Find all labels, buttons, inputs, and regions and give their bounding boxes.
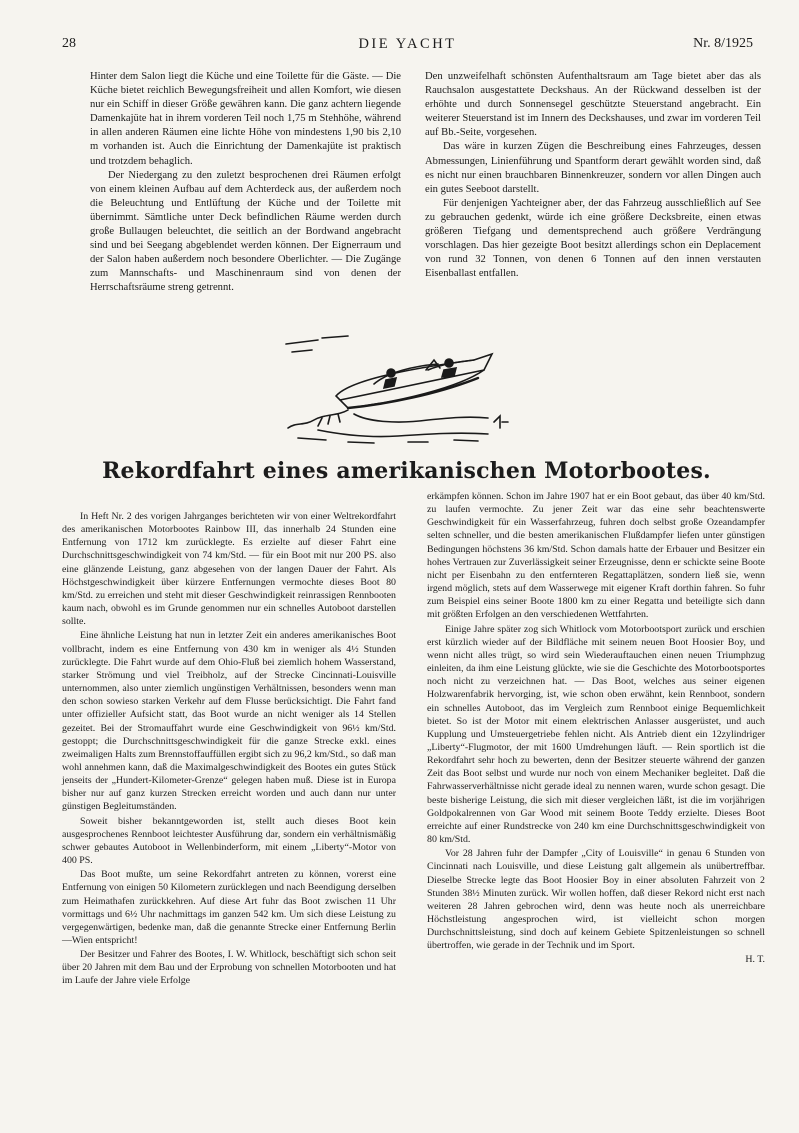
author-signature: H. T.: [745, 954, 765, 966]
paragraph: Vor 28 Jahren fuhr der Dampfer „City of Louisville“ in genau 6 Stunden von Cincinnati nach Louisville, und diese Leistung galt allgemein als unübertreffbar. Dieselbe Strecke legte das Boot Hoosier Boy in einer absoluten Fahrzeit von 2 Stunden 38½ Minuten zurück. Wir wollen hoffen, daß dieser Rekord nicht erst nach weiteren 28 Jahren gebrochen wird, denn was heute noch als unerreichbare Höchstleistung angesprochen wird, ist vielleicht schon morgen Durchschnittsleistung, sind doch auf keinem Gebiete Spitzenleistungen so schnell übertroffen, wie gerade in der Technik und im Sport.: [427, 848, 765, 952]
paragraph: In Heft Nr. 2 des vorigen Jahrganges berichteten wir von einer Weltrekordfahrt des amerikanischen Motorbootes Rainbow III, das innerhalb 24 Stunden eine Entfernung von 1712 km zurücklegte. Es erzielte auf dieser Fahrt eine Durchschnittsgeschwindigkeit von 74 km/Std. — für ein Boot mit nur 200 PS. also eine glänzende Leistung, ganz abgesehen von der langen Dauer der Fahrt. Als Höchstgeschwindigkeit über kürzere Entfernungen vermochte dieses Boot 80 km/Std. zu erreichen und steht mit dieser Geschwindigkeit reinrassigen Rennbooten kaum nach, obwohl es im Grunde genommen nur ein schnelles Autoboot darstellen sollte.: [62, 511, 396, 628]
motorboat-sketch-icon: [278, 330, 514, 448]
paragraph: Der Niedergang zu den zuletzt besprochenen drei Räumen erfolgt von einem kleinen Aufbau auf dem Achterdeck aus, der außerdem noch die Beleuchtung und Entlüftung der Küche und der Toilette mit übernimmt. Sämtliche unter Deck befindlichen Räume werden durch große Bullaugen beleuchtet, die seitlich an der Bordwand angebracht sind und bei Seegang abgeblendet werden können. Der Eignerraum und der Salon haben außerdem noch besondere Oberlichter. — Die Zugänge zum Mannschafts- und Maschinenraum sind von denen der Herrschaftsräume streng getrennt.: [90, 169, 401, 294]
top-article-left-column: [90, 70, 401, 296]
journal-title: DIE YACHT: [358, 36, 457, 52]
paragraph: Einige Jahre später zog sich Whitlock vom Motorbootsport zurück und erschien erst kürzlich wieder auf der Bildfläche mit seinem neuen Boot Hoosier Boy, und wenn nicht alles trügt, so wird sein Wiederauftauchen einen neuen Triumphzug einleiten, da ihm eine Leistung glückte, wie sie die Geschichte des Motorbootsportes noch nicht zu verzeichnen hat. — Das Boot, welches aus seiner eigenen Holzwarenfabrik hervorging, ist, wie schon oben erwähnt, kein Rennboot, sondern ein schnelles Autoboot, das im Vergleich zum Rennboot einige Bequemlichkeit bietet. So ist der Motor mit einem elektrischen Anlasser ausgerüstet, und auch Kupplung und Umsteuergetriebe fehlen nicht. Als Antrieb dient ein 12zylindriger „Liberty“-Flugmotor, der mit 1600 Umdrehungen läuft. — Rein sportlich ist die Rekordfahrt sehr hoch zu bewerten, denn der Besitzer steuerte während der ganzen Zeit das Boot selbst und wurde nur noch von einem Mechaniker begleitet. Daß die Fahrwasserverhältnisse nicht gerade ideal zu nennen waren, wurde schon gesagt. Die beste bisherige Leistung, die sich mit dieser vergleichen läßt, ist die im vorjährigen Goldpokalrennen von Gar Wood mit seinem Boote Teddy erzielte. Dieses Boot erreichte auf einer Rundstrecke von 240 km eine Durchschnittsgeschwindigkeit von 80 km/Std.: [427, 623, 765, 846]
paragraph: Für denjenigen Yachteigner aber, der das Fahrzeug ausschließlich auf See zu gebrauchen gedenkt, würde ich eine größere Decksbreite, einen etwas größeren Tiefgang und dementsprechend auch größere Verdrängung vorschlagen. Das hier gezeigte Boot besitzt allerdings schon ein Deplacement von rund 32 Tonnen, von denen 6 Tonnen auf den innen verstauten Eisenballast entfallen.: [425, 197, 761, 280]
article-headline: Rekordfahrt eines amerikanischen Motorbootes.: [102, 458, 711, 484]
article-right-column: [427, 490, 765, 967]
article-left-column: [62, 510, 396, 989]
paragraph: Der Besitzer und Fahrer des Bootes, I. W. Whitlock, beschäftigt sich schon seit über 20 Jahren mit dem Bau und der Erprobung von schnellen Motorbooten und hat im Laufe der Jahre viele Erfolge: [62, 949, 396, 987]
top-article-right-column: [425, 70, 761, 281]
paragraph: Eine ähnliche Leistung hat nun in letzter Zeit ein anderes amerikanisches Boot vollbracht, indem es eine Entfernung von 430 km in weniger als 4½ Stunden zurücklegte. Die Fahrt wurde auf dem Ohio-Fluß bei ziemlich hohem Wasserstand, starker Strömung und viel Treibholz, auf der Strecke Cincinnati-Louisville unternommen, also unter ziemlich ungünstigen Verhältnissen, besonders wenn man den schon sowieso starken Verkehr auf dem Flusse berücksichtigt. Die Fahrt fand unter offizieller Aufsicht statt, das Boot wurde an nicht weniger als 14 Stellen gezeitet. Bei der Stromauffahrt wurde eine Geschwindigkeit von 96½ km/Std. gestoppt; die Durchschnittsgeschwindigkeit für die ganze Strecke exkl. eines zweimaligen Halts zum Brennstoffauffüllen ergibt sich zu 96,2 km/Std., so daß man wohl annehmen kann, daß die Maximalgeschwindigkeit des Bootes ein gutes Stück jenseits der „Hundert-Kilometer-Grenze“ gelegen haben muß. Diese ist in Europa bisher nur auf ganz kurzen Strecken erreicht worden und auch dann nur unter günstigen Begleitumständen.: [62, 630, 396, 813]
paragraph: Soweit bisher bekanntgeworden ist, stellt auch dieses Boot kein ausgesprochenes Rennboot leichtester Ausführung dar, sondern ein verhältnismäßig schwer gebautes Autoboot in Wellenbinderform, mit einem „Liberty“-Motor von 400 PS.: [62, 815, 396, 867]
paragraph: Das Boot mußte, um seine Rekordfahrt antreten zu können, vorerst eine Entfernung von einigen 50 Kilometern zurücklegen und nach Beendigung derselben zum Heimathafen zurückkehren. Auf diese Art fuhr das Boot zwischen 11 Uhr vormittags und 6½ Uhr nachmittags im ganzen 542 km. Um sich diese Leistung zu vergegenwärtigen, bedenke man, daß die genannte Strecke einer Entfernung Berlin—Wien entspricht!: [62, 869, 396, 946]
page-number: 28: [62, 36, 76, 51]
paragraph: Den unzweifelhaft schönsten Aufenthaltsraum am Tage bietet aber das als Rauchsalon ausgestattete Deckshaus. An der Rückwand desselben ist der erhöhte und durch Sonnensegel geschützte Steuerstand angebracht. Ein weiterer Steuerstand ist im Innern des Deckshauses, und zwar im vorderen Teil auf Bb.-Seite, vorgesehen.: [425, 71, 761, 139]
paragraph: Hinter dem Salon liegt die Küche und eine Toilette für die Gäste. — Die Küche bietet reichlich Bewegungsfreiheit und allen Komfort, wie diesen nur ein Schiff in dieser Größe gewähren kann. Die ganz achtern liegende Damenkajüte hat in ihrem vorderen Teil noch 1,75 m Stehhöhe, während in allen anderen Räumen eine lichte Höhe von mindestens 1,90 bis 2,10 m vorhanden ist. Auch die Einrichtung der Damenkajüte ist praktisch und trotzdem behaglich.: [90, 71, 401, 167]
running-header: [62, 36, 753, 56]
paragraph: erkämpfen können. Schon im Jahre 1907 hat er ein Boot gebaut, das über 40 km/Std. zu laufen vermochte. Zu jener Zeit war das eine sehr beachtenswerte Geschwindigkeit für ein Wasserfahrzeug, fuhren doch selbst große Ozeandampfer selten schneller, und die besten amerikanischen Flußdampfer liefen unter günstigen Bedingungen höchstens 36 km/Std. Schon damals hatte der Erbauer und Besitzer ein hohes Vertrauen zur Zuverlässigkeit seiner Erzeugnisse, denn er schickte seine Boote nicht per Eisenbahn zu den entfernteren Regattaplätzen, sondern ließ sie, wenn irgend möglich, stets auf dem Wasserwege mit eigener Kraft dorthin fahren. So fuhr zum Beispiel eins seiner Boote 1800 km zu einer Regatta und beteiligte sich dann mit größten Erfolgen an den verschiedenen Wettfahrten.: [427, 491, 765, 621]
issue-number: Nr. 8/1925: [693, 36, 753, 51]
paragraph: Das wäre in kurzen Zügen die Beschreibung eines Fahrzeuges, dessen Abmessungen, Linienführung und Spantform derart gewählt worden sind, daß es nicht nur einen brauchbaren Binnenkreuzer, sondern vor allen Dingen auch ein gutes Seeboot darstellt.: [425, 141, 761, 195]
